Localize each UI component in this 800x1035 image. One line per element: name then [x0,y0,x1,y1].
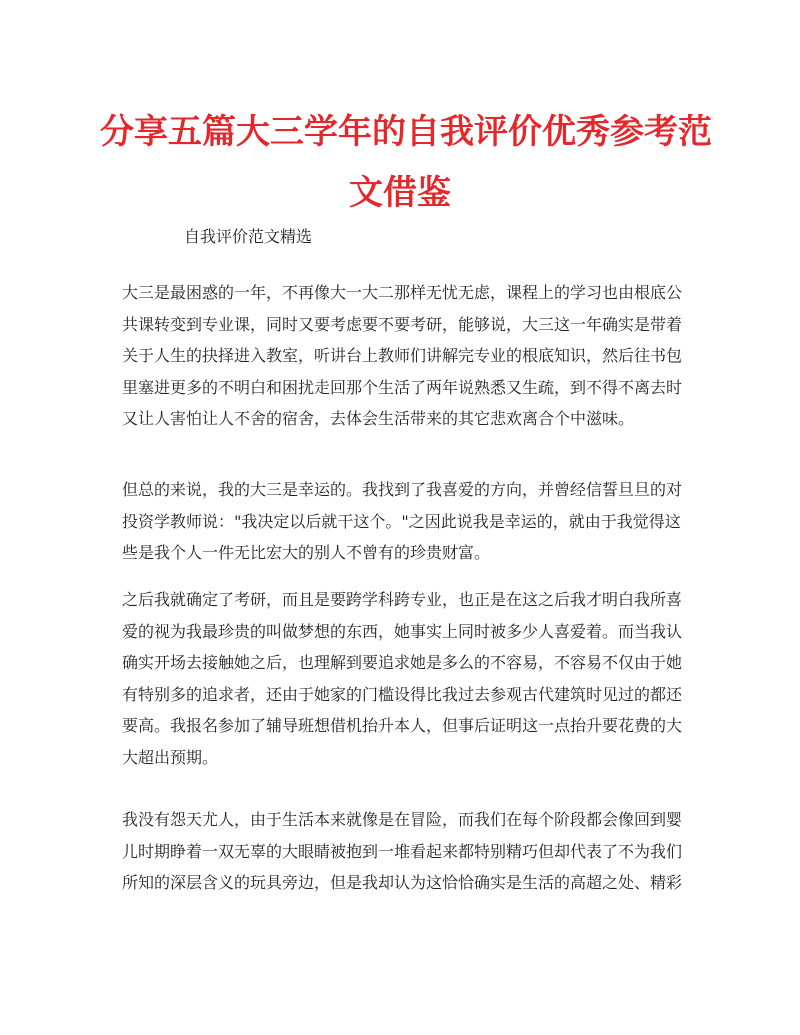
paragraph-2 [122,474,692,569]
document-title-line-1: 分享五篇大三学年的自我评价优秀参考范 [100,112,712,152]
paragraph-1 [122,277,692,435]
paragraph-line: 有特别多的追求者，还由于她家的门槛设得比我过去参观古代建筑时见过的都还 [122,684,683,704]
paragraph-line: 儿时期睁着一双无辜的大眼睛被抱到一堆看起来都特别精巧但却代表了不为我们 [122,841,683,861]
paragraph-line: 要高。我报名参加了辅导班想借机抬升本人，但事后证明这一点抬升要花费的大 [122,716,683,735]
paragraph-line: 确实开场去接触她之后，也理解到要追求她是多么的不容易，不容易不仅由于她 [122,653,683,672]
document-subtitle: 自我评价范文精选 [184,227,313,246]
paragraph-line: 大超出预期。 [122,747,219,767]
paragraph-3 [122,584,692,773]
paragraph-line: 但总的来说，我的大三是幸运的。我找到了我喜爱的方向，并曾经信誓旦旦的对 [122,480,683,499]
paragraph-line: 之后我就确定了考研，而且是要跨学科跨专业，也正是在这之后我才明白我所喜 [122,590,683,609]
paragraph-4 [122,804,692,899]
paragraph-line: 里塞进更多的不明白和困扰走回那个生活了两年说熟悉又生疏，到不得不离去时 [122,377,683,397]
paragraph-line: 大三是最困惑的一年，不再像大一大二那样无忧无虑，课程上的学习也由根底公 [122,283,683,302]
paragraph-line: 投资学教师说："我决定以后就干这个。"之因此说我是幸运的，就由于我觉得这 [122,511,681,531]
paragraph-line: 又让人害怕让人不舍的宿舍，去体会生活带来的其它悲欢离合个中滋味。 [122,409,635,428]
paragraph-line: 共课转变到专业课，同时又要考虑要不要考研，能够说，大三这一年确实是带着 [122,314,683,334]
paragraph-line: 我没有怨天尤人，由于生活本来就像是在冒险，而我们在每个阶段都会像回到婴 [122,810,683,829]
paragraph-line: 关于人生的抉择进入教室，听讲台上教师们讲解完专业的根底知识，然后往书包 [122,346,683,365]
document-title-line-2: 文借鉴 [349,173,451,213]
paragraph-line: 所知的深层含义的玩具旁边，但是我却认为这恰恰确实是生活的高超之处、精彩 [122,873,683,892]
paragraph-line: 些是我个人一件无比宏大的别人不曾有的珍贵财富。 [122,543,491,562]
paragraph-line: 爱的视为我最珍贵的叫做梦想的东西，她事实上同时被多少人喜爱着。而当我认 [122,621,683,641]
